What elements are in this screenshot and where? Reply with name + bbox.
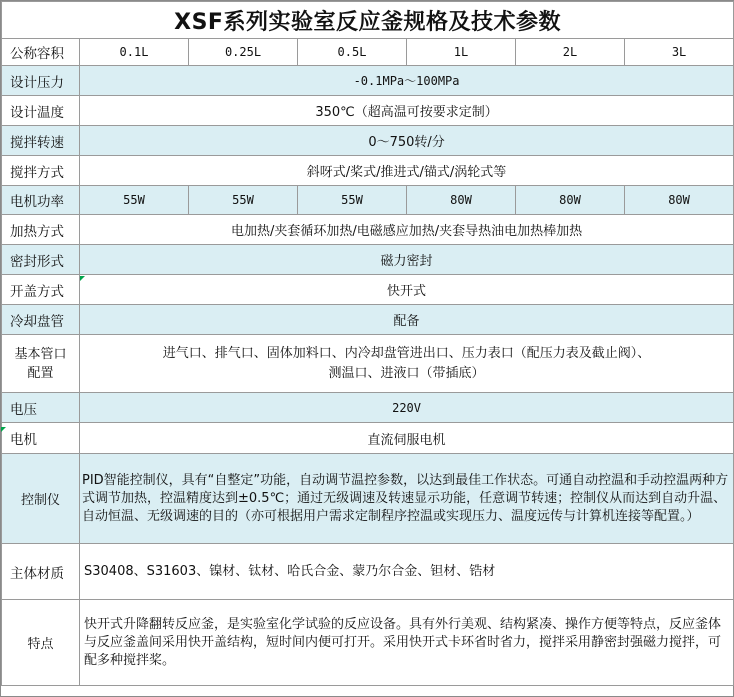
row-seal xyxy=(2,245,734,275)
motor-power-cell: 80W xyxy=(516,186,625,215)
label-ports-line1: 基本管口 xyxy=(14,346,67,362)
row-voltage xyxy=(2,393,734,423)
value-controller: PID智能控制仪，具有“自整定”功能，自动调节温控参数，以达到最佳工作状态。可通自动控温和手动控温两种方式调节加热，控温精度达到±0.5℃；通过无级调速及转速显示功能，任意调节转速；控制仪从而达到自动升温、自动恒温、无级调速的目的（亦可根据用户需求定制程序控温或实现压力、温度远传与计算机连接等配置。） xyxy=(80,454,734,544)
row-temperature xyxy=(2,96,734,126)
label-features: 特点 xyxy=(2,600,80,686)
label-material: 主体材质 xyxy=(2,544,80,600)
motor-power-cell: 55W xyxy=(298,186,407,215)
row-lid xyxy=(2,275,734,305)
label-motor: 电机 xyxy=(2,423,80,454)
label-ports-line2: 配置 xyxy=(27,365,54,381)
motor-power-cell: 55W xyxy=(80,186,189,215)
value-ports xyxy=(80,335,734,393)
value-heating: 电加热/夹套循环加热/电磁感应加热/夹套导热油电加热棒加热 xyxy=(80,215,734,245)
label-voltage: 电压 xyxy=(2,393,80,423)
row-stir-mode xyxy=(2,156,734,186)
row-speed xyxy=(2,126,734,156)
value-material: S30408、S31603、镍材、钛材、哈氏合金、蒙乃尔合金、钽材、锆材 xyxy=(80,544,734,600)
row-motor-power xyxy=(2,186,734,215)
label-speed: 搅拌转速 xyxy=(2,126,80,156)
label-motor-power: 电机功率 xyxy=(2,186,80,215)
label-ports xyxy=(2,335,80,393)
cell-comment-marker xyxy=(1,427,6,432)
row-motor xyxy=(2,423,734,454)
label-stir-mode: 搅拌方式 xyxy=(2,156,80,186)
row-controller xyxy=(2,454,734,544)
motor-power-cell: 80W xyxy=(407,186,516,215)
capacity-cell: 1L xyxy=(407,39,516,66)
label-pressure: 设计压力 xyxy=(2,66,80,96)
row-features xyxy=(2,600,734,686)
capacity-cell: 0.25L xyxy=(189,39,298,66)
page-title: XSF系列实验室反应釜规格及技术参数 xyxy=(2,2,734,39)
capacity-cell: 0.1L xyxy=(80,39,189,66)
label-cooling: 冷却盘管 xyxy=(2,305,80,335)
label-temperature: 设计温度 xyxy=(2,96,80,126)
row-cooling xyxy=(2,305,734,335)
row-ports xyxy=(2,335,734,393)
capacity-cell: 3L xyxy=(625,39,734,66)
value-voltage: 220V xyxy=(80,393,734,423)
label-capacity: 公称容积 xyxy=(2,39,80,66)
value-speed: 0～750转/分 xyxy=(80,126,734,156)
motor-power-cell: 55W xyxy=(189,186,298,215)
value-features: 快开式升降翻转反应釜，是实验室化学试验的反应设备。具有外行美观、结构紧凑、操作方便等特点，反应釜体与反应釜盖间采用快开盖结构，短时间内便可打开。采用快开式卡环省时省力，搅拌采用静密封强磁力搅拌，可配多种搅拌桨。 xyxy=(80,600,734,686)
row-capacity xyxy=(2,39,734,66)
row-pressure xyxy=(2,66,734,96)
value-lid: 快开式 xyxy=(80,275,734,305)
capacity-cell: 2L xyxy=(516,39,625,66)
motor-power-cell: 80W xyxy=(625,186,734,215)
title-row xyxy=(2,2,734,39)
label-controller: 控制仪 xyxy=(2,454,80,544)
row-material xyxy=(2,544,734,600)
ports-line1: 进气口、排气口、固体加料口、内冷却盘管进出口、压力表口（配压力表及截止阀）、 xyxy=(162,345,651,361)
value-seal: 磁力密封 xyxy=(80,245,734,275)
value-stir-mode: 斜呀式/桨式/推进式/锚式/涡轮式等 xyxy=(80,156,734,186)
capacity-cell: 0.5L xyxy=(298,39,407,66)
label-seal: 密封形式 xyxy=(2,245,80,275)
value-pressure: -0.1MPa～100MPa xyxy=(80,66,734,96)
ports-line2: 测温口、进液口（带插底） xyxy=(328,365,485,381)
label-heating: 加热方式 xyxy=(2,215,80,245)
value-motor: 直流伺服电机 xyxy=(80,423,734,454)
row-heating xyxy=(2,215,734,245)
label-lid: 开盖方式 xyxy=(2,275,80,305)
cell-comment-marker xyxy=(80,276,85,281)
value-temperature: 350℃（超高温可按要求定制） xyxy=(80,96,734,126)
value-cooling: 配备 xyxy=(80,305,734,335)
spec-table xyxy=(1,1,734,686)
